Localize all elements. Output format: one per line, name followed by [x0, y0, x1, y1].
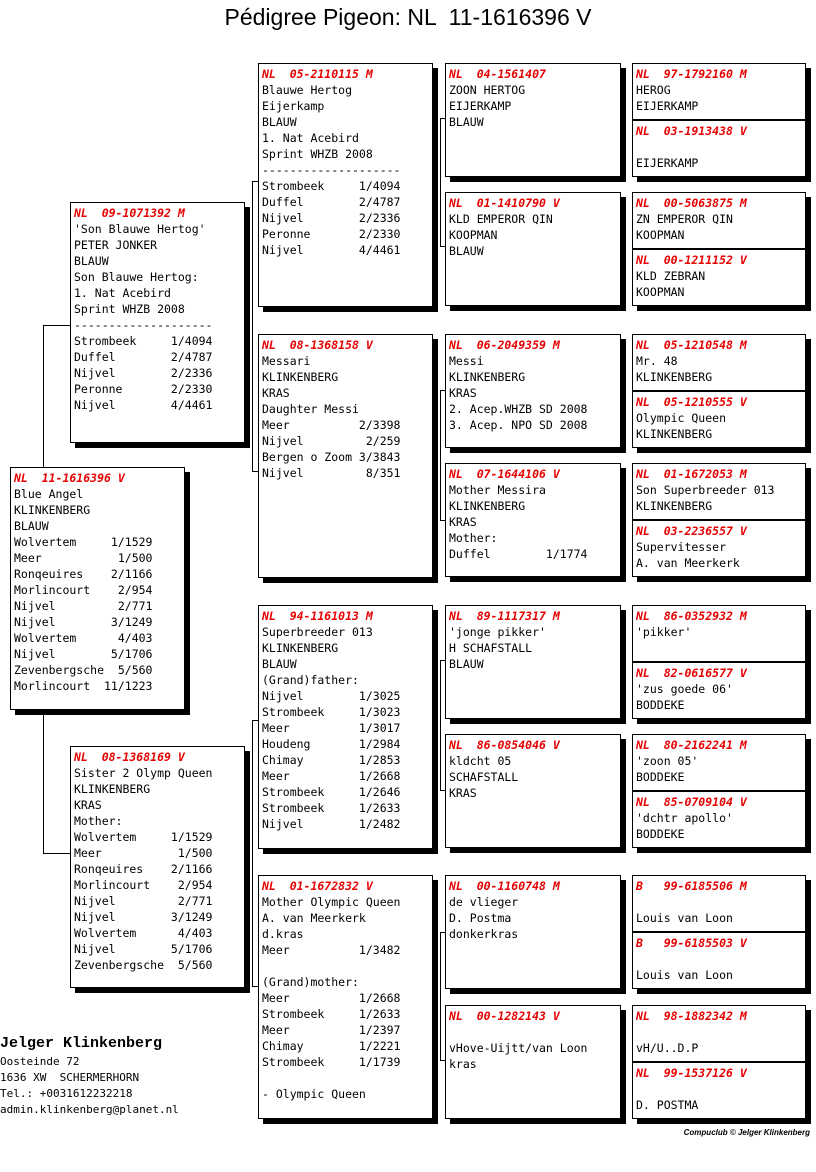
- connector-line: [440, 932, 441, 1060]
- detail-line: Mother Messira: [449, 483, 546, 497]
- detail-line: KOOPMAN: [636, 285, 685, 299]
- pigeon-details: [14, 486, 181, 694]
- detail-line: d.kras: [262, 927, 304, 941]
- father-card: [70, 202, 245, 443]
- ring-number: NL 82-0616577 V: [636, 666, 747, 680]
- pigeon-details: [449, 1024, 617, 1072]
- detail-line: Daughter Messi: [262, 402, 359, 416]
- pigeon-details: [636, 211, 802, 243]
- detail-line: KLINKENBERG: [262, 641, 339, 655]
- detail-line: Peronne 2/2330: [74, 382, 213, 396]
- detail-line: Nijvel 5/1706: [74, 942, 213, 956]
- detail-line: KRAS: [74, 798, 102, 812]
- pigeon-details: [74, 221, 241, 413]
- detail-line: 1. Nat Acebird: [262, 131, 359, 145]
- pigeon-details: [636, 810, 802, 842]
- great-grandparent-card: [445, 63, 621, 177]
- ring-number: NL 86-0352932 M: [636, 609, 747, 623]
- detail-line: Strombeek 1/4094: [74, 334, 213, 348]
- subject-pigeon-card: [10, 467, 185, 710]
- detail-line: BODDEKE: [636, 827, 685, 841]
- grandparent-card: [258, 334, 433, 578]
- detail-line: Nijvel 2/2336: [262, 211, 401, 225]
- detail-line: KLINKENBERG: [449, 499, 526, 513]
- ring-number: B 99-6185503 V: [636, 936, 747, 950]
- detail-line: Strombeek 1/2646: [262, 785, 401, 799]
- detail-line: H SCHAFSTALL: [449, 641, 533, 655]
- detail-line: 3. Acep. NPO SD 2008: [449, 418, 588, 432]
- ancestor-card: [632, 120, 806, 177]
- ring-number: NL 94-1161013 M: [262, 609, 373, 623]
- detail-line: Nijvel 5/1706: [14, 647, 153, 661]
- pigeon-details: [449, 482, 617, 562]
- ring-number: NL 00-1160748 M: [449, 879, 560, 893]
- ring-number: NL 08-1368169 V: [74, 750, 185, 764]
- detail-line: A. van Meerkerk: [636, 556, 740, 570]
- detail-line: de vlieger: [449, 895, 519, 909]
- detail-line: EIJERKAMP: [636, 99, 699, 113]
- ancestor-card: [632, 662, 806, 719]
- detail-line: BODDEKE: [636, 698, 685, 712]
- detail-line: SCHAFSTALL: [449, 770, 519, 784]
- detail-line: Duffel 2/4787: [74, 350, 213, 364]
- detail-line: Nijvel 8/351: [262, 466, 401, 480]
- detail-line: D. POSTMA: [636, 1098, 699, 1112]
- detail-line: KRAS: [262, 386, 290, 400]
- detail-line: Sprint WHZB 2008: [74, 302, 185, 316]
- ancestor-card: [632, 875, 806, 932]
- detail-line: BLAUW: [449, 657, 484, 671]
- ancestor-card: [632, 1062, 806, 1119]
- detail-line: Nijvel 2/259: [262, 434, 401, 448]
- ancestor-card: [632, 734, 806, 791]
- detail-line: Chimay 1/2853: [262, 753, 401, 767]
- pigeon-details: [636, 139, 802, 171]
- detail-line: Louis van Loon: [636, 968, 733, 982]
- pigeon-details: [262, 82, 429, 258]
- detail-line: 'pikker': [636, 625, 692, 639]
- detail-line: Wolvertem 4/403: [14, 631, 153, 645]
- detail-line: D. Postma: [449, 911, 512, 925]
- ring-number: NL 07-1644106 V: [449, 467, 560, 481]
- detail-line: [636, 1081, 802, 1097]
- detail-line: Duffel 1/1774: [449, 547, 588, 561]
- pigeon-details: [636, 268, 802, 300]
- owner-phone: Tel.: +0031612232218: [0, 1087, 133, 1100]
- detail-line: kras: [449, 1057, 477, 1071]
- detail-line: BODDEKE: [636, 770, 685, 784]
- ancestor-card: [632, 1005, 806, 1062]
- connector-line: [252, 326, 253, 471]
- detail-line: Wolvertem 1/1529: [14, 535, 153, 549]
- detail-line: BLAUW: [74, 254, 109, 268]
- detail-line: Nijvel 2/2336: [74, 366, 213, 380]
- detail-line: (Grand)mother:: [262, 975, 359, 989]
- detail-line: --------------------: [262, 163, 401, 177]
- pigeon-details: [636, 482, 802, 514]
- ring-number: NL 00-1282143 V: [449, 1009, 560, 1023]
- detail-line: KLINKENBERG: [262, 370, 339, 384]
- detail-line: Mother:: [449, 531, 498, 545]
- detail-line: 2. Acep.WHZB SD 2008: [449, 402, 588, 416]
- pigeon-details: [449, 211, 617, 259]
- pigeon-details: [636, 753, 802, 785]
- ring-number: NL 80-2162241 M: [636, 738, 747, 752]
- ring-number: NL 01-1410790 V: [449, 196, 560, 210]
- detail-line: Son Superbreeder 013: [636, 483, 775, 497]
- detail-line: Mother:: [74, 814, 123, 828]
- detail-line: Meer 1/3017: [262, 721, 401, 735]
- detail-line: Morlincourt 2/954: [74, 878, 213, 892]
- detail-line: EIJERKAMP: [636, 156, 699, 170]
- detail-line: Ronqeuires 2/1166: [74, 862, 213, 876]
- detail-line: [449, 1024, 617, 1040]
- pigeon-details: [449, 894, 617, 942]
- connector-line: [43, 325, 44, 468]
- detail-line: Nijvel 1/2482: [262, 817, 401, 831]
- detail-line: Strombeek 1/3023: [262, 705, 401, 719]
- connector-line: [43, 710, 44, 853]
- great-grandparent-card: [445, 605, 621, 719]
- detail-line: Nijvel 2/771: [14, 599, 153, 613]
- detail-line: donkerkras: [449, 927, 519, 941]
- detail-line: Morlincourt 11/1223: [14, 679, 153, 693]
- connector-line: [440, 118, 441, 246]
- ring-number: NL 05-1210555 V: [636, 395, 747, 409]
- connector-line: [440, 660, 441, 790]
- detail-line: Sister 2 Olymp Queen: [74, 766, 213, 780]
- detail-line: BLAUW: [14, 519, 49, 533]
- detail-line: KLINKENBERG: [636, 427, 713, 441]
- detail-line: ZN EMPEROR QIN: [636, 212, 733, 226]
- detail-line: Blue Angel: [14, 487, 84, 501]
- ancestor-card: [632, 791, 806, 848]
- detail-line: BLAUW: [262, 657, 297, 671]
- pigeon-details: [636, 1081, 802, 1113]
- page-title: Pédigree Pigeon: NL 11-1616396 V: [224, 4, 592, 30]
- detail-line: kldcht 05: [449, 754, 512, 768]
- detail-line: (Grand)father:: [262, 673, 359, 687]
- detail-line: [262, 1070, 429, 1086]
- detail-line: BLAUW: [262, 115, 297, 129]
- ring-number: NL 03-2236557 V: [636, 524, 747, 538]
- ring-number: NL 99-1537126 V: [636, 1066, 747, 1080]
- owner-name: Jelger Klinkenberg: [0, 1035, 163, 1052]
- grandparent-card: [258, 63, 433, 307]
- pigeon-details: [449, 82, 617, 130]
- mother-card: [70, 746, 245, 988]
- detail-line: 'Son Blauwe Hertog': [74, 222, 206, 236]
- detail-line: [636, 139, 802, 155]
- ring-number: NL 09-1071392 M: [74, 206, 185, 220]
- ring-number: NL 00-1211152 V: [636, 253, 747, 267]
- detail-line: Wolvertem 4/403: [74, 926, 213, 940]
- ancestor-card: [632, 63, 806, 120]
- detail-line: Meer 1/2397: [262, 1023, 401, 1037]
- detail-line: Nijvel 3/1249: [74, 910, 213, 924]
- detail-line: Blauwe Hertog: [262, 83, 353, 97]
- detail-line: HEROG: [636, 83, 671, 97]
- detail-line: Superbreeder 013: [262, 625, 373, 639]
- pigeon-details: [636, 353, 802, 385]
- owner-address-line: Oosteinde 72: [0, 1055, 80, 1068]
- ancestor-card: [632, 520, 806, 577]
- detail-line: 1. Nat Acebird: [74, 286, 171, 300]
- pigeon-details: [262, 894, 429, 1102]
- ring-number: NL 00-5063875 M: [636, 196, 747, 210]
- pigeon-details: [636, 82, 802, 114]
- ring-number: NL 06-2049359 M: [449, 338, 560, 352]
- detail-line: KOOPMAN: [636, 228, 685, 242]
- ring-number: NL 05-1210548 M: [636, 338, 747, 352]
- connector-line: [252, 181, 253, 326]
- pigeon-details: [262, 624, 429, 832]
- detail-line: KLINKENBERG: [449, 370, 526, 384]
- ring-number: NL 11-1616396 V: [14, 471, 125, 485]
- owner-city-line: 1636 XW SCHERMERHORN: [0, 1071, 140, 1084]
- ring-number: NL 98-1882342 M: [636, 1009, 747, 1023]
- grandparent-card: [258, 605, 433, 849]
- detail-line: Strombeek 1/2633: [262, 801, 401, 815]
- owner-email: admin.klinkenberg@planet.nl: [0, 1103, 179, 1116]
- detail-line: KOOPMAN: [449, 228, 498, 242]
- footer-credit: Compuclub © Jelger Klinkenberg: [683, 1128, 810, 1137]
- connector-line: [440, 390, 441, 520]
- detail-line: [262, 958, 429, 974]
- connector-line: [252, 720, 253, 853]
- ring-number: NL 97-1792160 M: [636, 67, 747, 81]
- detail-line: vH/U..D.P: [636, 1041, 699, 1055]
- detail-line: KLD ZEBRAN: [636, 269, 706, 283]
- detail-line: Zevenbergsche 5/560: [14, 663, 153, 677]
- ring-number: NL 89-1117317 M: [449, 609, 560, 623]
- ring-number: B 99-6185506 M: [636, 879, 747, 893]
- detail-line: KLINKENBERG: [636, 499, 713, 513]
- detail-line: Nijvel 4/4461: [74, 398, 213, 412]
- detail-line: 'jonge pikker': [449, 625, 546, 639]
- detail-line: Mr. 48: [636, 354, 678, 368]
- ancestor-card: [632, 463, 806, 520]
- detail-line: 'zus goede 06': [636, 682, 733, 696]
- detail-line: A. van Meerkerk: [262, 911, 366, 925]
- detail-line: KLINKENBERG: [74, 782, 151, 796]
- detail-line: PETER JONKER: [74, 238, 158, 252]
- detail-line: - Olympic Queen: [262, 1087, 366, 1101]
- ancestor-card: [632, 391, 806, 448]
- detail-line: Duffel 2/4787: [262, 195, 401, 209]
- connector-line: [43, 853, 70, 854]
- detail-line: Messi: [449, 354, 484, 368]
- connector-line: [252, 853, 253, 986]
- pigeon-details: [74, 765, 241, 973]
- detail-line: KRAS: [449, 515, 477, 529]
- owner-info: [0, 1034, 179, 1118]
- ancestor-card: [632, 932, 806, 989]
- detail-line: Messari: [262, 354, 311, 368]
- ring-number: NL 04-1561407: [449, 67, 546, 81]
- detail-line: Meer 2/3398: [262, 418, 401, 432]
- detail-line: Strombeek 1/2633: [262, 1007, 401, 1021]
- detail-line: Mother Olympic Queen: [262, 895, 401, 909]
- detail-line: [636, 1024, 802, 1040]
- great-grandparent-card: [445, 734, 621, 848]
- detail-line: Nijvel 2/771: [74, 894, 213, 908]
- great-grandparent-card: [445, 334, 621, 448]
- pigeon-details: [636, 624, 802, 640]
- detail-line: BLAUW: [449, 115, 484, 129]
- pigeon-details: [636, 951, 802, 983]
- pigeon-details: [449, 624, 617, 672]
- ancestor-card: [632, 605, 806, 662]
- detail-line: Meer 1/2668: [262, 769, 401, 783]
- detail-line: Olympic Queen: [636, 411, 727, 425]
- detail-line: Nijvel 4/4461: [262, 243, 401, 257]
- connector-line: [43, 325, 70, 326]
- detail-line: Nijvel 1/3025: [262, 689, 401, 703]
- detail-line: Bergen o Zoom 3/3843: [262, 450, 401, 464]
- detail-line: Meer 1/500: [74, 846, 213, 860]
- detail-line: Meer 1/500: [14, 551, 153, 565]
- detail-line: Sprint WHZB 2008: [262, 147, 373, 161]
- ring-number: NL 01-1672053 M: [636, 467, 747, 481]
- detail-line: KRAS: [449, 786, 477, 800]
- great-grandparent-card: [445, 1005, 621, 1119]
- ancestor-card: [632, 334, 806, 391]
- detail-line: Nijvel 3/1249: [14, 615, 153, 629]
- ring-number: NL 03-1913438 V: [636, 124, 747, 138]
- ring-number: NL 86-0854046 V: [449, 738, 560, 752]
- great-grandparent-card: [445, 463, 621, 577]
- great-grandparent-card: [445, 875, 621, 989]
- detail-line: Zevenbergsche 5/560: [74, 958, 213, 972]
- pigeon-details: [262, 353, 429, 481]
- ring-number: NL 08-1368158 V: [262, 338, 373, 352]
- detail-line: EIJERKAMP: [449, 99, 512, 113]
- great-grandparent-card: [445, 192, 621, 306]
- detail-line: 'dchtr apollo': [636, 811, 733, 825]
- detail-line: Peronne 2/2330: [262, 227, 401, 241]
- grandparent-card: [258, 875, 433, 1119]
- pigeon-details: [449, 753, 617, 801]
- detail-line: Strombeek 1/1739: [262, 1055, 401, 1069]
- detail-line: Chimay 1/2221: [262, 1039, 401, 1053]
- pigeon-details: [636, 1024, 802, 1056]
- detail-line: Wolvertem 1/1529: [74, 830, 213, 844]
- detail-line: Son Blauwe Hertog:: [74, 270, 199, 284]
- ring-number: NL 01-1672832 V: [262, 879, 373, 893]
- ring-number: NL 05-2110115 M: [262, 67, 373, 81]
- detail-line: Morlincourt 2/954: [14, 583, 153, 597]
- detail-line: 'zoon 05': [636, 754, 699, 768]
- detail-line: ZOON HERTOG: [449, 83, 526, 97]
- detail-line: KRAS: [449, 386, 477, 400]
- pigeon-details: [636, 894, 802, 926]
- detail-line: KLINKENBERG: [14, 503, 91, 517]
- detail-line: Houdeng 1/2984: [262, 737, 401, 751]
- detail-line: Ronqeuires 2/1166: [14, 567, 153, 581]
- detail-line: Strombeek 1/4094: [262, 179, 401, 193]
- detail-line: [636, 951, 802, 967]
- detail-line: [636, 894, 802, 910]
- detail-line: vHove-Uijtt/van Loon: [449, 1041, 588, 1055]
- pigeon-details: [449, 353, 617, 433]
- detail-line: Louis van Loon: [636, 911, 733, 925]
- ancestor-card: [632, 192, 806, 249]
- detail-line: BLAUW: [449, 244, 484, 258]
- ancestor-card: [632, 249, 806, 306]
- detail-line: KLINKENBERG: [636, 370, 713, 384]
- detail-line: KLD EMPEROR QIN: [449, 212, 553, 226]
- detail-line: --------------------: [74, 318, 213, 332]
- pigeon-details: [636, 410, 802, 442]
- pigeon-details: [636, 681, 802, 713]
- detail-line: Eijerkamp: [262, 99, 325, 113]
- pigeon-details: [636, 539, 802, 571]
- detail-line: Meer 1/2668: [262, 991, 401, 1005]
- ring-number: NL 85-0709104 V: [636, 795, 747, 809]
- detail-line: Meer 1/3482: [262, 943, 401, 957]
- detail-line: Supervitesser: [636, 540, 727, 554]
